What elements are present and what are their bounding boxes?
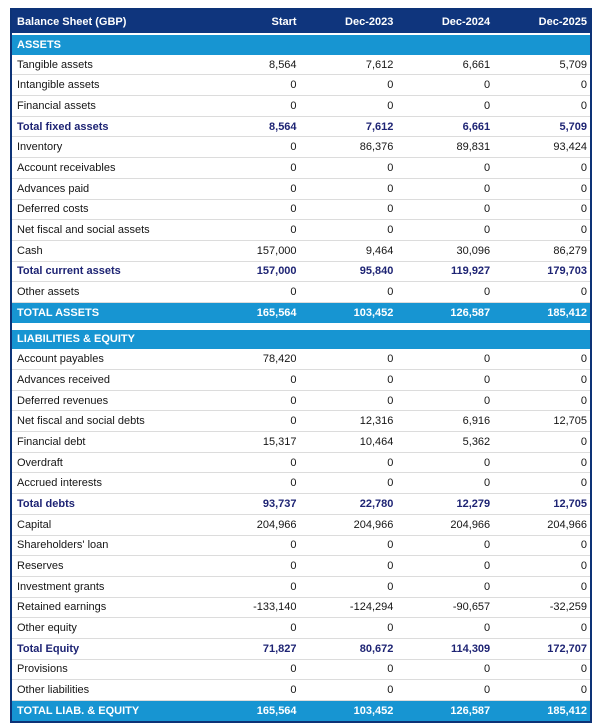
value-cell: 15,317 xyxy=(203,432,300,453)
value-cell: 78,420 xyxy=(203,349,300,369)
value-cell: 0 xyxy=(203,220,300,241)
table-row xyxy=(12,432,590,453)
value-cell: 0 xyxy=(396,158,493,179)
value-cell: 0 xyxy=(493,75,590,96)
value-cell: 119,927 xyxy=(396,261,493,282)
table-row xyxy=(12,680,590,701)
row-label: Advances received xyxy=(12,370,203,391)
value-cell: 12,316 xyxy=(300,411,397,432)
value-cell: 204,966 xyxy=(396,514,493,535)
table-row xyxy=(12,282,590,303)
value-cell: 8,564 xyxy=(203,116,300,137)
value-cell: -90,657 xyxy=(396,597,493,618)
value-cell: 0 xyxy=(396,473,493,494)
value-cell: 93,737 xyxy=(203,494,300,515)
value-cell: 126,587 xyxy=(396,701,493,721)
subtotal-row xyxy=(12,261,590,282)
value-cell: 0 xyxy=(203,659,300,680)
row-label: Capital xyxy=(12,514,203,535)
value-cell: 0 xyxy=(396,576,493,597)
value-cell: 6,661 xyxy=(396,55,493,75)
table-row xyxy=(12,96,590,117)
row-label: Deferred revenues xyxy=(12,390,203,411)
row-label: Financial debt xyxy=(12,432,203,453)
value-cell: 0 xyxy=(493,452,590,473)
value-cell: 185,412 xyxy=(493,302,590,322)
value-cell: 157,000 xyxy=(203,240,300,261)
row-label: Shareholders' loan xyxy=(12,535,203,556)
table-row xyxy=(12,390,590,411)
value-cell: 0 xyxy=(203,556,300,577)
value-cell: 89,831 xyxy=(396,137,493,158)
row-label: Other liabilities xyxy=(12,680,203,701)
table-row xyxy=(12,158,590,179)
value-cell: 93,424 xyxy=(493,137,590,158)
value-cell: 0 xyxy=(493,556,590,577)
value-cell: 0 xyxy=(203,680,300,701)
balance-sheet xyxy=(12,10,590,721)
row-label: Other assets xyxy=(12,282,203,303)
column-header-dec-2024: Dec-2024 xyxy=(396,10,493,34)
row-label: TOTAL ASSETS xyxy=(12,302,203,322)
value-cell: 0 xyxy=(300,158,397,179)
value-cell: 0 xyxy=(300,390,397,411)
row-label: Retained earnings xyxy=(12,597,203,618)
table-row xyxy=(12,556,590,577)
table-row xyxy=(12,452,590,473)
value-cell: 12,705 xyxy=(493,494,590,515)
row-label: Net fiscal and social assets xyxy=(12,220,203,241)
value-cell: 0 xyxy=(493,220,590,241)
value-cell: 0 xyxy=(203,96,300,117)
value-cell: 8,564 xyxy=(203,55,300,75)
value-cell: 0 xyxy=(396,199,493,220)
value-cell: 0 xyxy=(203,158,300,179)
value-cell: 0 xyxy=(396,535,493,556)
value-cell: 0 xyxy=(203,452,300,473)
value-cell: 0 xyxy=(300,535,397,556)
table-row xyxy=(12,576,590,597)
table-title: Balance Sheet (GBP) xyxy=(12,10,203,34)
value-cell: 0 xyxy=(300,618,397,639)
value-cell: 0 xyxy=(203,576,300,597)
value-cell: 0 xyxy=(300,370,397,391)
value-cell: 0 xyxy=(203,390,300,411)
row-label: Total debts xyxy=(12,494,203,515)
value-cell: 86,279 xyxy=(493,240,590,261)
value-cell: 0 xyxy=(300,96,397,117)
row-label: Account payables xyxy=(12,349,203,369)
value-cell: 0 xyxy=(203,137,300,158)
value-cell: 0 xyxy=(396,659,493,680)
value-cell: 22,780 xyxy=(300,494,397,515)
value-cell: 5,709 xyxy=(493,55,590,75)
value-cell: 0 xyxy=(493,618,590,639)
row-label: Total Equity xyxy=(12,638,203,659)
value-cell: 0 xyxy=(493,659,590,680)
row-label: Total current assets xyxy=(12,261,203,282)
row-label: Total fixed assets xyxy=(12,116,203,137)
total-band-row xyxy=(12,701,590,721)
table-row xyxy=(12,659,590,680)
value-cell: 0 xyxy=(493,432,590,453)
value-cell: 0 xyxy=(493,370,590,391)
table-row xyxy=(12,349,590,369)
value-cell: 0 xyxy=(493,680,590,701)
section-header-label: ASSETS xyxy=(12,34,590,55)
value-cell: 71,827 xyxy=(203,638,300,659)
value-cell: 0 xyxy=(300,659,397,680)
subtotal-row xyxy=(12,116,590,137)
spacer-row xyxy=(12,323,590,330)
total-band-row xyxy=(12,302,590,322)
table-row xyxy=(12,137,590,158)
value-cell: 0 xyxy=(493,96,590,117)
value-cell: 12,279 xyxy=(396,494,493,515)
value-cell: 0 xyxy=(493,282,590,303)
value-cell: 0 xyxy=(203,370,300,391)
header-row xyxy=(12,10,590,34)
value-cell: 0 xyxy=(300,349,397,369)
value-cell: 0 xyxy=(493,390,590,411)
table-row xyxy=(12,535,590,556)
value-cell: 7,612 xyxy=(300,116,397,137)
spacer-cell xyxy=(12,323,590,330)
row-label: Tangible assets xyxy=(12,55,203,75)
value-cell: 0 xyxy=(396,556,493,577)
value-cell: 5,362 xyxy=(396,432,493,453)
row-label: Investment grants xyxy=(12,576,203,597)
table-row xyxy=(12,597,590,618)
value-cell: 0 xyxy=(396,178,493,199)
value-cell: 0 xyxy=(396,220,493,241)
value-cell: 0 xyxy=(396,282,493,303)
table-row xyxy=(12,75,590,96)
value-cell: 6,661 xyxy=(396,116,493,137)
table-row xyxy=(12,618,590,639)
row-label: Other equity xyxy=(12,618,203,639)
value-cell: 80,672 xyxy=(300,638,397,659)
value-cell: 0 xyxy=(493,576,590,597)
row-label: Intangible assets xyxy=(12,75,203,96)
table-row xyxy=(12,240,590,261)
row-label: Cash xyxy=(12,240,203,261)
column-header-start: Start xyxy=(203,10,300,34)
value-cell: 103,452 xyxy=(300,302,397,322)
table-row xyxy=(12,514,590,535)
value-cell: 0 xyxy=(300,452,397,473)
row-label: Deferred costs xyxy=(12,199,203,220)
section-header-label: LIABILITIES & EQUITY xyxy=(12,330,590,350)
value-cell: 0 xyxy=(300,199,397,220)
value-cell: 0 xyxy=(396,680,493,701)
value-cell: 0 xyxy=(300,556,397,577)
column-header-dec-2023: Dec-2023 xyxy=(300,10,397,34)
column-header-dec-2025: Dec-2025 xyxy=(493,10,590,34)
value-cell: 0 xyxy=(300,282,397,303)
value-cell: 103,452 xyxy=(300,701,397,721)
value-cell: 0 xyxy=(203,473,300,494)
value-cell: 10,464 xyxy=(300,432,397,453)
row-label: Financial assets xyxy=(12,96,203,117)
value-cell: 0 xyxy=(203,178,300,199)
value-cell: 86,376 xyxy=(300,137,397,158)
value-cell: 126,587 xyxy=(396,302,493,322)
value-cell: 0 xyxy=(300,473,397,494)
value-cell: 6,916 xyxy=(396,411,493,432)
row-label: Net fiscal and social debts xyxy=(12,411,203,432)
value-cell: 0 xyxy=(203,535,300,556)
table-row xyxy=(12,220,590,241)
table-row xyxy=(12,411,590,432)
value-cell: 0 xyxy=(300,220,397,241)
table-row xyxy=(12,473,590,494)
row-label: Provisions xyxy=(12,659,203,680)
value-cell: 114,309 xyxy=(396,638,493,659)
value-cell: 0 xyxy=(493,349,590,369)
value-cell: 0 xyxy=(493,158,590,179)
value-cell: 0 xyxy=(300,680,397,701)
row-label: Account receivables xyxy=(12,158,203,179)
value-cell: 12,705 xyxy=(493,411,590,432)
value-cell: 0 xyxy=(203,199,300,220)
row-label: Inventory xyxy=(12,137,203,158)
value-cell: 0 xyxy=(203,618,300,639)
value-cell: 0 xyxy=(203,282,300,303)
row-label: Reserves xyxy=(12,556,203,577)
balance-sheet-table xyxy=(10,8,592,723)
value-cell: -133,140 xyxy=(203,597,300,618)
value-cell: 0 xyxy=(300,576,397,597)
value-cell: 165,564 xyxy=(203,701,300,721)
value-cell: -32,259 xyxy=(493,597,590,618)
value-cell: -124,294 xyxy=(300,597,397,618)
subtotal-row xyxy=(12,494,590,515)
value-cell: 0 xyxy=(203,411,300,432)
table-row xyxy=(12,199,590,220)
value-cell: 157,000 xyxy=(203,261,300,282)
value-cell: 185,412 xyxy=(493,701,590,721)
table-row xyxy=(12,370,590,391)
row-label: Accrued interests xyxy=(12,473,203,494)
value-cell: 0 xyxy=(396,452,493,473)
value-cell: 204,966 xyxy=(300,514,397,535)
table-row xyxy=(12,178,590,199)
value-cell: 0 xyxy=(396,370,493,391)
value-cell: 0 xyxy=(300,178,397,199)
value-cell: 204,966 xyxy=(203,514,300,535)
section-header-row xyxy=(12,34,590,55)
value-cell: 204,966 xyxy=(493,514,590,535)
balance-sheet-body xyxy=(12,34,590,721)
value-cell: 9,464 xyxy=(300,240,397,261)
value-cell: 5,709 xyxy=(493,116,590,137)
value-cell: 0 xyxy=(300,75,397,96)
value-cell: 0 xyxy=(493,535,590,556)
row-label: Overdraft xyxy=(12,452,203,473)
value-cell: 179,703 xyxy=(493,261,590,282)
value-cell: 0 xyxy=(396,390,493,411)
value-cell: 172,707 xyxy=(493,638,590,659)
value-cell: 0 xyxy=(493,178,590,199)
row-label: Advances paid xyxy=(12,178,203,199)
value-cell: 165,564 xyxy=(203,302,300,322)
table-row xyxy=(12,55,590,75)
subtotal-row xyxy=(12,638,590,659)
value-cell: 0 xyxy=(493,473,590,494)
value-cell: 7,612 xyxy=(300,55,397,75)
value-cell: 0 xyxy=(396,618,493,639)
value-cell: 30,096 xyxy=(396,240,493,261)
row-label: TOTAL LIAB. & EQUITY xyxy=(12,701,203,721)
value-cell: 0 xyxy=(396,96,493,117)
value-cell: 0 xyxy=(203,75,300,96)
value-cell: 0 xyxy=(396,349,493,369)
section-header-row xyxy=(12,330,590,350)
value-cell: 0 xyxy=(396,75,493,96)
value-cell: 95,840 xyxy=(300,261,397,282)
value-cell: 0 xyxy=(493,199,590,220)
